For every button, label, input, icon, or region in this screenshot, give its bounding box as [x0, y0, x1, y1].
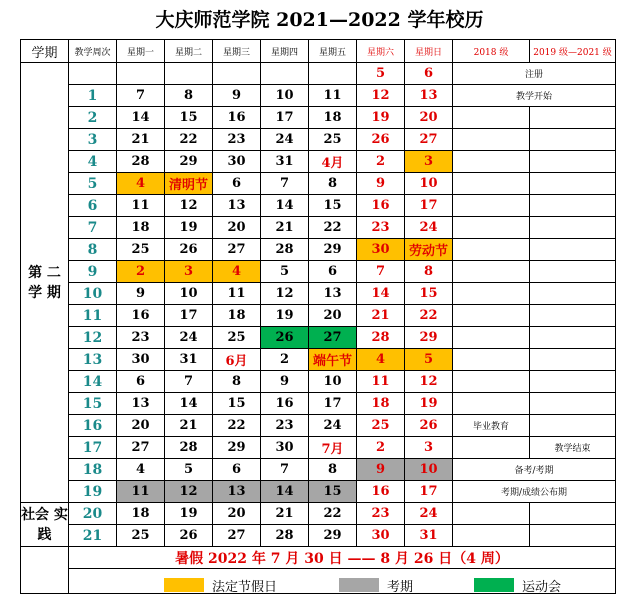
day-cell: 20	[213, 503, 261, 525]
header-term: 学期	[21, 40, 69, 63]
week-row	[21, 525, 616, 547]
week-row	[21, 217, 616, 239]
day-cell: 25	[117, 239, 165, 261]
note-cell-2018	[453, 503, 530, 525]
header-week: 教学周次	[69, 40, 117, 63]
week-row	[21, 129, 616, 151]
note-cell-2018: 毕业教育	[453, 415, 530, 437]
day-cell: 10	[165, 283, 213, 305]
day-cell: 7	[357, 261, 405, 283]
week-row	[21, 503, 616, 525]
sports-swatch	[474, 578, 514, 592]
week-number: 5	[69, 173, 117, 195]
day-cell: 14	[117, 107, 165, 129]
day-cell	[213, 63, 261, 85]
summer-row	[21, 547, 616, 569]
day-cell: 25	[357, 415, 405, 437]
day-cell: 13	[309, 283, 357, 305]
page-title: 大庆师范学院 2021—2022 学年校历	[155, 9, 484, 31]
day-cell: 8	[165, 85, 213, 107]
day-cell: 3	[405, 437, 453, 459]
day-cell: 22	[165, 129, 213, 151]
day-cell: 20	[309, 305, 357, 327]
note-cell-2019	[530, 217, 616, 239]
day-cell: 19	[357, 107, 405, 129]
day-cell: 6月	[213, 349, 261, 371]
day-cell: 22	[213, 415, 261, 437]
week-row	[21, 481, 616, 503]
day-cell: 10	[405, 173, 453, 195]
day-cell: 28	[117, 151, 165, 173]
week-number: 21	[69, 525, 117, 547]
day-cell: 21	[117, 129, 165, 151]
day-cell: 14	[357, 283, 405, 305]
day-cell: 28	[261, 239, 309, 261]
week-number: 9	[69, 261, 117, 283]
day-cell: 22	[309, 503, 357, 525]
week-number: 1	[69, 85, 117, 107]
day-cell: 21	[261, 217, 309, 239]
day-cell: 29	[165, 151, 213, 173]
day-cell: 清明节	[165, 173, 213, 195]
day-cell: 17	[405, 481, 453, 503]
week-row	[21, 283, 616, 305]
day-cell: 7	[261, 173, 309, 195]
day-cell: 26	[165, 525, 213, 547]
blank-cell	[21, 547, 69, 594]
header-row	[21, 40, 616, 63]
note-cell-2018	[453, 525, 530, 547]
day-cell: 28	[165, 437, 213, 459]
exam-swatch	[339, 578, 379, 592]
day-cell: 15	[165, 107, 213, 129]
week-row	[21, 415, 616, 437]
day-cell: 16	[117, 305, 165, 327]
week-number: 15	[69, 393, 117, 415]
day-cell: 16	[357, 481, 405, 503]
week-row	[21, 63, 616, 85]
note-cell-2018	[453, 151, 530, 173]
note-cell: 考期/成绩公布期	[453, 481, 616, 503]
day-cell: 11	[117, 481, 165, 503]
note-cell-2019: 教学结束	[530, 437, 616, 459]
day-cell: 18	[309, 107, 357, 129]
day-cell: 17	[261, 107, 309, 129]
day-cell: 22	[309, 217, 357, 239]
day-cell: 5	[405, 349, 453, 371]
calendar-table	[20, 39, 616, 594]
header-tue: 星期二	[165, 40, 213, 63]
week-number: 17	[69, 437, 117, 459]
day-cell: 23	[261, 415, 309, 437]
note-cell-2018	[453, 129, 530, 151]
day-cell: 24	[405, 217, 453, 239]
legend-holiday	[164, 573, 277, 594]
day-cell: 23	[213, 129, 261, 151]
week-row	[21, 371, 616, 393]
day-cell: 14	[165, 393, 213, 415]
week-number: 7	[69, 217, 117, 239]
week-row	[21, 437, 616, 459]
week-number: 12	[69, 327, 117, 349]
week-number: 11	[69, 305, 117, 327]
week-number: 14	[69, 371, 117, 393]
day-cell: 端午节	[309, 349, 357, 371]
day-cell: 3	[405, 151, 453, 173]
day-cell: 17	[309, 393, 357, 415]
day-cell: 16	[261, 393, 309, 415]
day-cell: 27	[213, 525, 261, 547]
day-cell: 20	[117, 415, 165, 437]
note-cell-2018	[453, 261, 530, 283]
day-cell: 27	[117, 437, 165, 459]
day-cell: 12	[405, 371, 453, 393]
week-number: 4	[69, 151, 117, 173]
day-cell: 7月	[309, 437, 357, 459]
day-cell: 15	[309, 481, 357, 503]
day-cell: 26	[165, 239, 213, 261]
note-cell-2018	[453, 107, 530, 129]
day-cell: 26	[405, 415, 453, 437]
day-cell: 8	[213, 371, 261, 393]
header-mon: 星期一	[117, 40, 165, 63]
note-cell-2018	[453, 349, 530, 371]
week-number: 10	[69, 283, 117, 305]
day-cell: 18	[117, 217, 165, 239]
note-cell-2019	[530, 371, 616, 393]
day-cell: 11	[117, 195, 165, 217]
day-cell: 11	[357, 371, 405, 393]
week-number: 8	[69, 239, 117, 261]
note-cell-2019	[530, 239, 616, 261]
day-cell: 11	[309, 85, 357, 107]
note-cell-2019	[530, 525, 616, 547]
day-cell: 12	[165, 481, 213, 503]
week-row	[21, 305, 616, 327]
social-practice-label: 社会 实践	[21, 503, 69, 547]
week-row	[21, 327, 616, 349]
day-cell: 25	[117, 525, 165, 547]
note-cell-2019	[530, 305, 616, 327]
header-grade-2019: 2019 级—2021 级	[530, 40, 616, 63]
day-cell: 4	[117, 173, 165, 195]
day-cell: 13	[117, 393, 165, 415]
day-cell: 27	[213, 239, 261, 261]
week-row	[21, 393, 616, 415]
day-cell: 18	[117, 503, 165, 525]
day-cell: 4	[357, 349, 405, 371]
day-cell: 10	[309, 371, 357, 393]
day-cell: 30	[213, 151, 261, 173]
day-cell: 12	[165, 195, 213, 217]
day-cell: 22	[405, 305, 453, 327]
day-cell: 2	[357, 151, 405, 173]
note-cell-2019	[530, 327, 616, 349]
day-cell: 10	[405, 459, 453, 481]
day-cell: 29	[309, 525, 357, 547]
day-cell: 4月	[309, 151, 357, 173]
day-cell: 18	[357, 393, 405, 415]
week-row	[21, 349, 616, 371]
day-cell: 19	[165, 217, 213, 239]
week-number: 3	[69, 129, 117, 151]
note-cell-2019	[530, 107, 616, 129]
day-cell: 5	[165, 459, 213, 481]
week-number	[69, 63, 117, 85]
day-cell: 6	[213, 173, 261, 195]
day-cell: 9	[213, 85, 261, 107]
day-cell	[165, 63, 213, 85]
day-cell: 劳动节	[405, 239, 453, 261]
day-cell: 21	[357, 305, 405, 327]
day-cell: 20	[213, 217, 261, 239]
week-number: 2	[69, 107, 117, 129]
note-cell-2019	[530, 393, 616, 415]
note-cell-2019	[530, 503, 616, 525]
note-cell-2018	[453, 173, 530, 195]
day-cell: 13	[213, 195, 261, 217]
week-number: 18	[69, 459, 117, 481]
week-row	[21, 107, 616, 129]
note-cell-2019	[530, 415, 616, 437]
day-cell: 25	[309, 129, 357, 151]
day-cell: 2	[117, 261, 165, 283]
day-cell: 6	[213, 459, 261, 481]
note-cell-2019	[530, 261, 616, 283]
day-cell: 30	[357, 239, 405, 261]
day-cell	[117, 63, 165, 85]
day-cell: 10	[261, 85, 309, 107]
day-cell: 7	[261, 459, 309, 481]
day-cell: 28	[357, 327, 405, 349]
day-cell: 6	[405, 63, 453, 85]
day-cell: 7	[117, 85, 165, 107]
day-cell	[309, 63, 357, 85]
day-cell: 31	[165, 349, 213, 371]
header-fri: 星期五	[309, 40, 357, 63]
day-cell: 5	[261, 261, 309, 283]
week-row	[21, 459, 616, 481]
day-cell: 19	[261, 305, 309, 327]
day-cell: 3	[165, 261, 213, 283]
summer-vacation: 暑假 2022 年 7 月 30 日 —— 8 月 26 日（4 周）	[69, 547, 616, 569]
header-sat: 星期六	[357, 40, 405, 63]
day-cell: 24	[405, 503, 453, 525]
header-grade-2018: 2018 级	[453, 40, 530, 63]
day-cell: 23	[357, 503, 405, 525]
term-label: 第 二 学 期	[21, 63, 69, 503]
note-cell-2019	[530, 151, 616, 173]
note-cell-2018	[453, 305, 530, 327]
day-cell: 11	[213, 283, 261, 305]
day-cell: 12	[261, 283, 309, 305]
week-row	[21, 195, 616, 217]
day-cell: 23	[357, 217, 405, 239]
week-row	[21, 173, 616, 195]
note-cell: 注册	[453, 63, 616, 85]
day-cell: 12	[357, 85, 405, 107]
note-cell-2018	[453, 393, 530, 415]
day-cell: 9	[261, 371, 309, 393]
day-cell: 20	[405, 107, 453, 129]
day-cell: 28	[261, 525, 309, 547]
legend-row	[21, 569, 616, 594]
day-cell: 6	[117, 371, 165, 393]
day-cell: 26	[261, 327, 309, 349]
day-cell: 9	[357, 173, 405, 195]
day-cell: 29	[309, 239, 357, 261]
day-cell: 26	[357, 129, 405, 151]
day-cell: 24	[309, 415, 357, 437]
day-cell: 25	[213, 327, 261, 349]
day-cell: 14	[261, 481, 309, 503]
legend-exam-label: 考期	[387, 579, 414, 594]
note-cell-2018	[453, 437, 530, 459]
day-cell: 15	[309, 195, 357, 217]
note-cell-2018	[453, 239, 530, 261]
day-cell: 5	[357, 63, 405, 85]
day-cell: 19	[405, 393, 453, 415]
day-cell: 24	[165, 327, 213, 349]
note-cell-2018	[453, 283, 530, 305]
note-cell-2018	[453, 195, 530, 217]
day-cell: 24	[261, 129, 309, 151]
note-cell: 教学开始	[453, 85, 616, 107]
note-cell-2018	[453, 217, 530, 239]
day-cell: 18	[213, 305, 261, 327]
week-row	[21, 151, 616, 173]
week-number: 6	[69, 195, 117, 217]
day-cell: 2	[357, 437, 405, 459]
day-cell: 30	[117, 349, 165, 371]
day-cell: 15	[405, 283, 453, 305]
day-cell	[261, 63, 309, 85]
day-cell: 8	[309, 173, 357, 195]
note-cell-2019	[530, 349, 616, 371]
day-cell: 8	[405, 261, 453, 283]
day-cell: 6	[309, 261, 357, 283]
day-cell: 27	[405, 129, 453, 151]
holiday-swatch	[164, 578, 204, 592]
note-cell-2019	[530, 173, 616, 195]
week-number: 19	[69, 481, 117, 503]
day-cell: 8	[309, 459, 357, 481]
day-cell: 27	[309, 327, 357, 349]
legend-exam	[339, 573, 413, 594]
day-cell: 30	[261, 437, 309, 459]
day-cell: 14	[261, 195, 309, 217]
week-row	[21, 85, 616, 107]
legend-holiday-label: 法定节假日	[212, 579, 278, 594]
note-cell-2019	[530, 129, 616, 151]
day-cell: 19	[165, 503, 213, 525]
day-cell: 31	[405, 525, 453, 547]
day-cell: 16	[213, 107, 261, 129]
day-cell: 15	[213, 393, 261, 415]
header-sun: 星期日	[405, 40, 453, 63]
note-cell-2019	[530, 283, 616, 305]
day-cell: 30	[357, 525, 405, 547]
note-cell-2019	[530, 195, 616, 217]
day-cell: 9	[117, 283, 165, 305]
day-cell: 21	[261, 503, 309, 525]
day-cell: 9	[357, 459, 405, 481]
note-cell: 备考/考期	[453, 459, 616, 481]
day-cell: 4	[213, 261, 261, 283]
note-cell-2018	[453, 327, 530, 349]
week-row	[21, 239, 616, 261]
day-cell: 17	[165, 305, 213, 327]
week-number: 13	[69, 349, 117, 371]
note-cell-2018	[453, 371, 530, 393]
day-cell: 29	[213, 437, 261, 459]
day-cell: 17	[405, 195, 453, 217]
day-cell: 31	[261, 151, 309, 173]
legend-sports	[474, 573, 561, 594]
day-cell: 13	[405, 85, 453, 107]
day-cell: 2	[261, 349, 309, 371]
day-cell: 23	[117, 327, 165, 349]
week-row	[21, 261, 616, 283]
day-cell: 7	[165, 371, 213, 393]
day-cell: 13	[213, 481, 261, 503]
day-cell: 16	[357, 195, 405, 217]
week-number: 16	[69, 415, 117, 437]
legend-sports-label: 运动会	[522, 579, 562, 594]
legend	[69, 569, 616, 594]
header-wed: 星期三	[213, 40, 261, 63]
day-cell: 21	[165, 415, 213, 437]
day-cell: 29	[405, 327, 453, 349]
header-thu: 星期四	[261, 40, 309, 63]
week-number: 20	[69, 503, 117, 525]
day-cell: 4	[117, 459, 165, 481]
